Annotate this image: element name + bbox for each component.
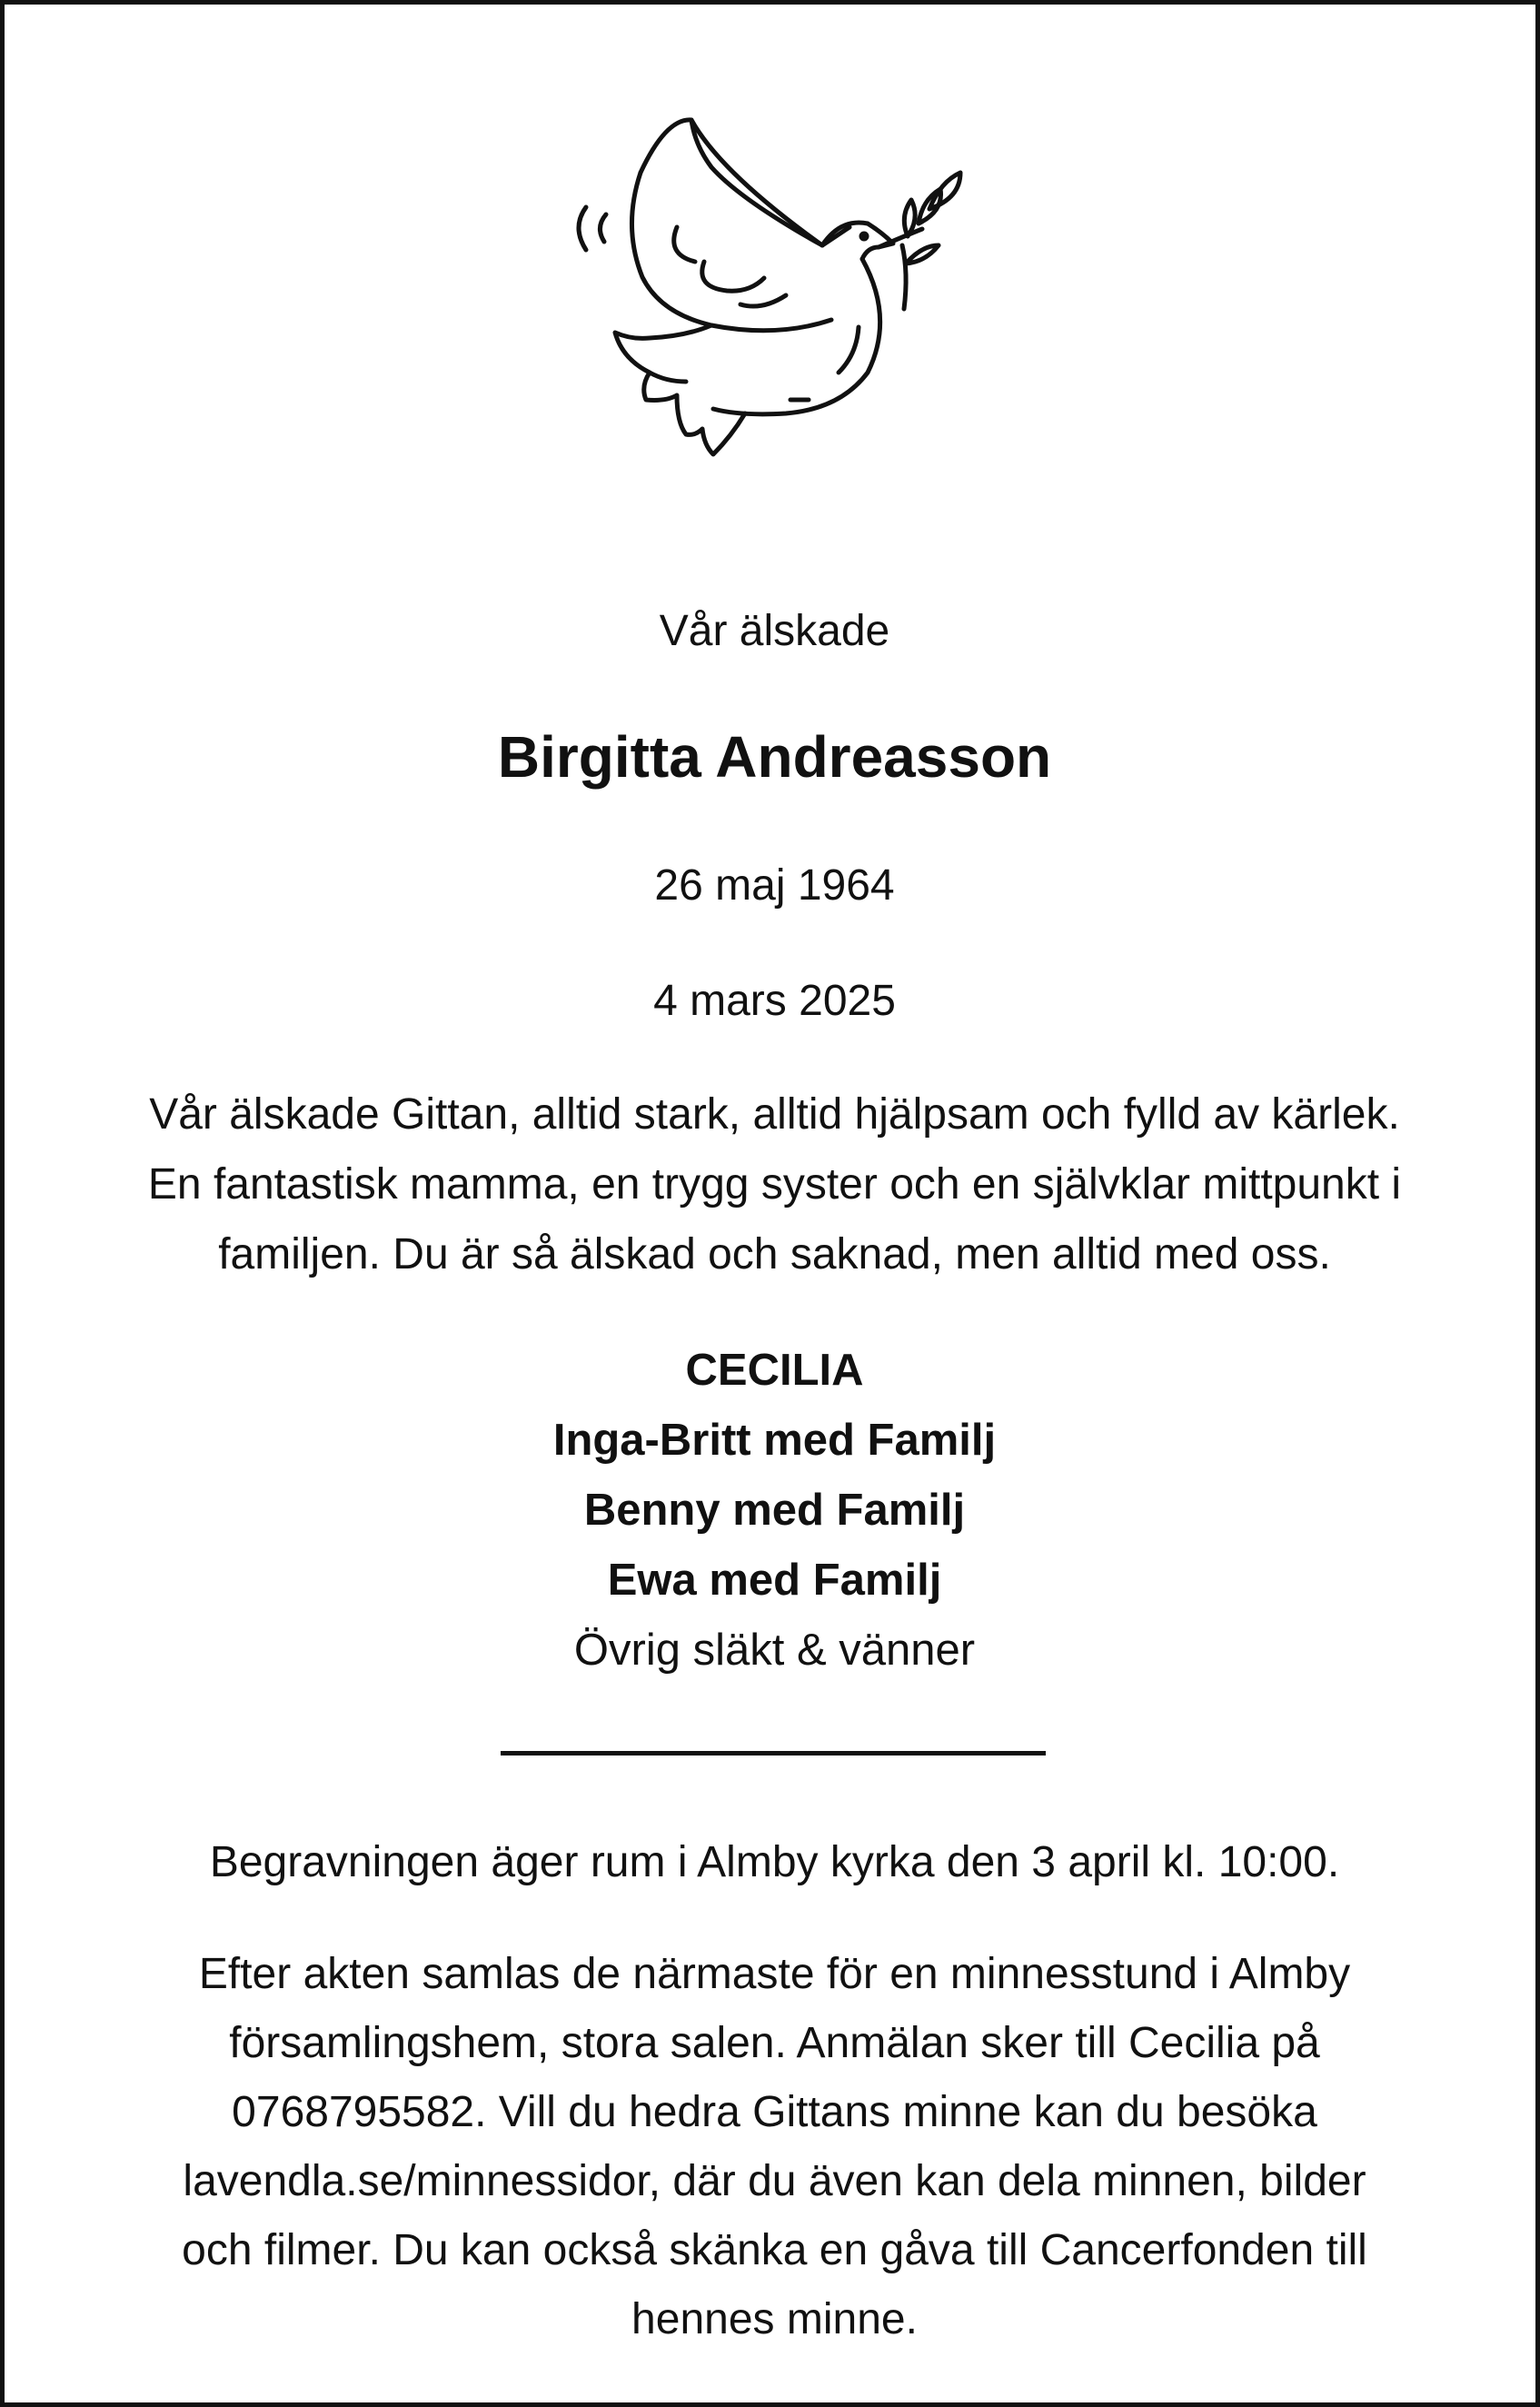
tribute-line: familjen. Du är så älskad och saknad, men alltid med oss. [218, 1230, 1331, 1278]
info-line: Efter akten samlas de närmaste för en minnesstund i Almby [198, 1950, 1351, 1998]
deceased-name: Birgitta Andreasson [497, 724, 1052, 790]
tribute-line: Vår älskade Gittan, alltid stark, alltid hjälpsam och fylld av kärlek. [149, 1090, 1400, 1139]
info-line: hennes minne. [631, 2295, 918, 2343]
birth-date: 26 maj 1964 [654, 861, 895, 910]
tribute-line: En fantastisk mamma, en trygg syster och en självklar mittpunkt i [147, 1160, 1402, 1208]
info-line: församlingshem, stora salen. Anmälan sker till Cecilia på [229, 2019, 1320, 2067]
death-date: 4 mars 2025 [653, 977, 896, 1025]
mourner-others: Övrig släkt & vänner [573, 1626, 976, 1675]
mourner-family: Benny med Familj [583, 1486, 966, 1535]
info-line: och filmer. Du kan också skänka en gåva till Cancerfonden till [182, 2226, 1367, 2274]
dove-icon [559, 109, 986, 491]
mourner-family: Ewa med Familj [607, 1556, 942, 1605]
mourner-primary: CECILIA [685, 1346, 864, 1395]
memorial-info [41, 1940, 1508, 2354]
intro-text: Vår älskade [659, 607, 890, 655]
mourner-family: Inga-Britt med Familj [552, 1416, 997, 1465]
divider [501, 1751, 1046, 1756]
mourners-list [41, 1336, 1508, 1686]
tribute-text [41, 1079, 1508, 1289]
info-line: lavendla.se/minnessidor, där du även kan dela minnen, bilder [183, 2157, 1366, 2205]
info-line: 0768795582. Vill du hedra Gittans minne kan du besöka [232, 2088, 1317, 2136]
funeral-info: Begravningen äger rum i Almby kyrka den 3 april kl. 10:00. [209, 1838, 1340, 1886]
